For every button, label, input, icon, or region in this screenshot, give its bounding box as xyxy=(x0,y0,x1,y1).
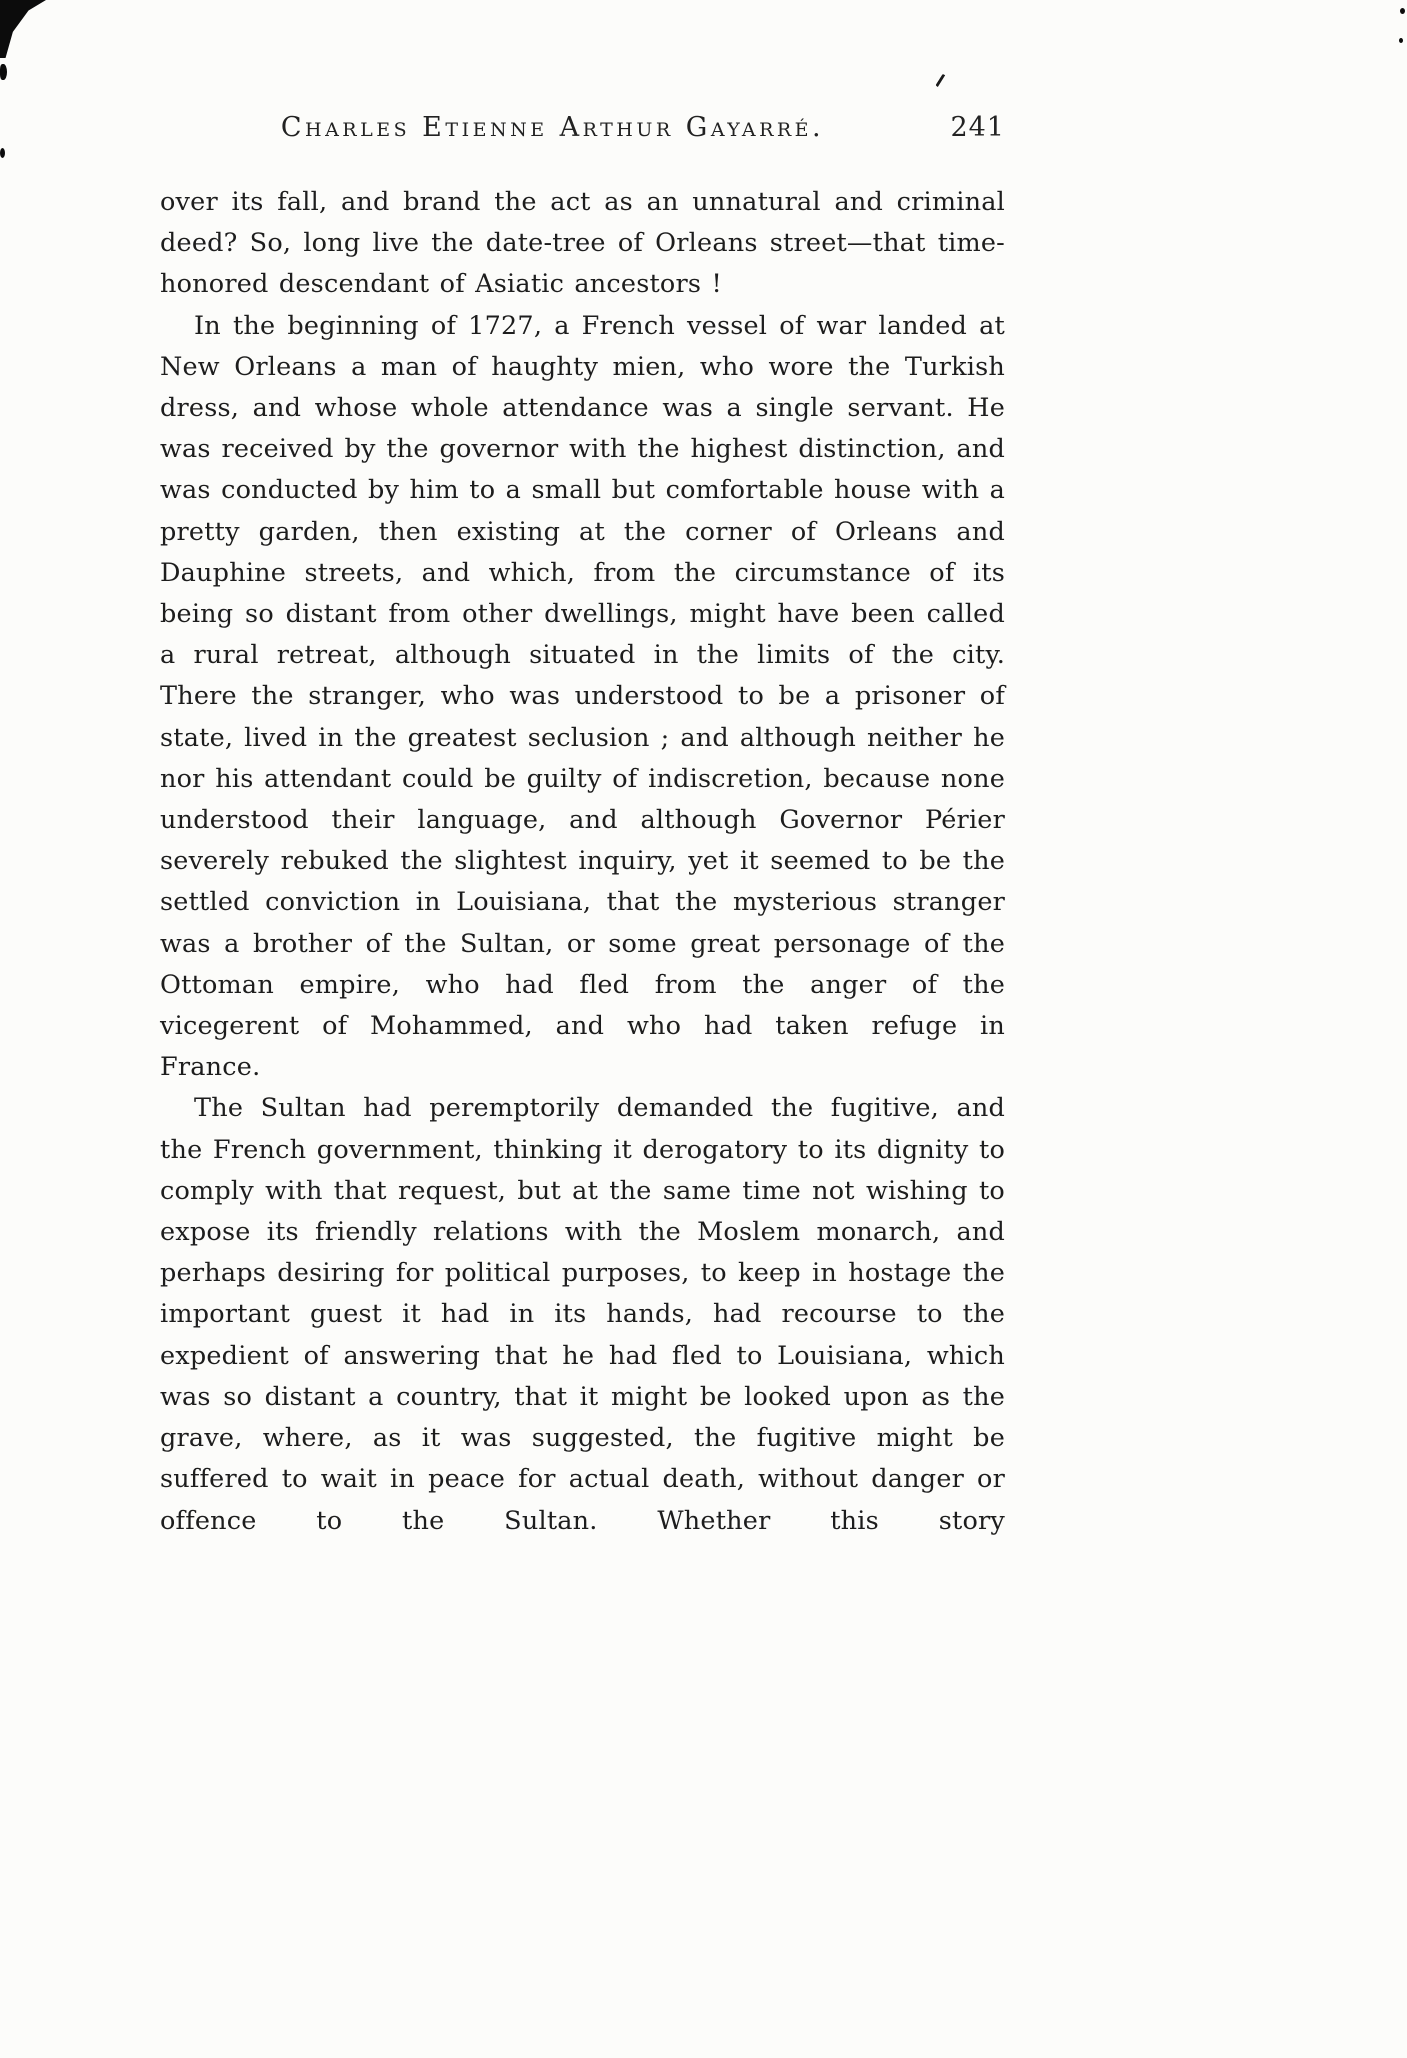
scan-artifact-corner xyxy=(0,0,46,58)
paragraph: The Sultan had peremptorily demanded the fugitive, and the French government, thinking it derogatory to its dignity to comply with that request, but at the same time not wishing to expose its friendly relations with the Moslem monarch, and perhaps desiring for political purposes, to keep in hostage the important guest it had in its hands, had recourse to the expedient of answering that he had fled to Louisiana, which was so distant a country, that it might be looked upon as the grave, where, as it was suggested, the fugitive might be suffered to wait in peace for actual death, without danger or offence to the Sultan. Whether this story xyxy=(160,1093,1005,1536)
scan-artifact-stray-mark xyxy=(935,74,953,93)
paragraph: over its fall, and brand the act as an unnatural and criminal deed? So, long live the date-tree of Orleans street—that time-honored descendant of Asiatic ancestors ! xyxy=(160,187,1005,300)
page-number: 241 xyxy=(950,112,1005,143)
scan-artifact-right-edge-2 xyxy=(1399,38,1403,43)
running-title: Charles Etienne Arthur Gayarré. xyxy=(280,112,825,143)
scan-artifact-right-edge xyxy=(1400,8,1405,14)
paragraph: In the beginning of 1727, a French vessel of war landed at New Orleans a man of haughty mien, who wore the Turkish dress, and whose whole attendance was a single servant. He was received by the governor with the highest distinction, and was conducted by him to a small but comfortable house with a pretty garden, then existing at the corner of Orleans and Dauphine streets, and which, from the circumstance of its being so distant from other dwellings, might have been called a rural retreat, although situated in the limits of the city. There the stranger, who was understood to be a prisoner of state, lived in the greatest seclusion ; and although neither he nor his attendant could be guilty of indiscretion, because none understood their language, and although Governor Périer severely rebuked the slightest inquiry, yet it seemed to be the settled conviction in Louisiana, that the mysterious stranger was a brother of the Sultan, or some great personage of the Ottoman empire, who had fled from the anger of the vicegerent of Mohammed, and who had taken refuge in France. xyxy=(160,310,1005,1083)
page-body xyxy=(160,182,1005,1542)
page-header xyxy=(160,112,1005,152)
scan-artifact-left-edge xyxy=(0,64,7,80)
scan-artifact-left-edge-2 xyxy=(0,148,5,158)
